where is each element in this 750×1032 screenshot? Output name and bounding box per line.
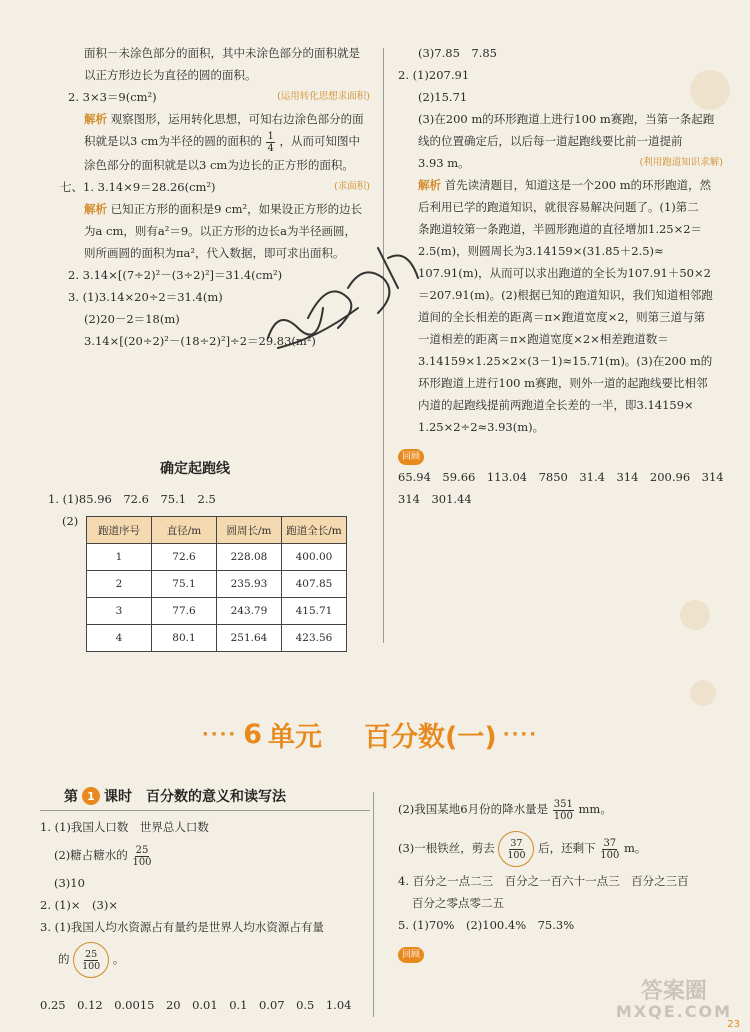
analysis-text: 观察图形，运用转化思想，可知右边涂色部分的面: [110, 112, 364, 126]
numerator: 25: [85, 948, 98, 960]
analysis-line: [40, 108, 370, 130]
answer-line: 1. (1)85.96 72.6 75.1 2.5: [48, 492, 216, 506]
analysis-text: ，从而可知图中: [279, 134, 361, 148]
answer-text: 2. 3×3＝9(cm²): [68, 90, 157, 104]
track-data-table: [86, 516, 347, 652]
column-divider: [373, 792, 374, 1017]
answer-line: 65.94 59.66 113.04 7850 31.4 314 200.96 314: [398, 470, 724, 484]
circled-fraction: [73, 942, 109, 978]
analysis-text: 积就是以3 cm为半径的圆的面积的: [84, 134, 262, 148]
table-cell: 423.56: [282, 625, 347, 652]
answer-text: (2)我国某地6月份的降水量是: [398, 802, 549, 816]
answer-line: 2. 3.14×[(7÷2)²－(3÷2)²]＝31.4(cm²): [68, 267, 283, 282]
analysis-text: 已知正方形的面积是9 cm²，如果设正方形的边长: [110, 201, 363, 216]
answer-line: [398, 152, 723, 174]
answer-text: 七、1. 3.14×9＝28.26(cm²): [60, 179, 216, 194]
analysis-line: 2.5(m)，则圆周长为3.14159×(31.85＋2.5)≈: [418, 244, 664, 258]
lesson-prefix: 第: [64, 789, 78, 805]
site-watermark: [615, 979, 732, 1022]
decor-circle: [680, 600, 710, 630]
answer-text: 3.93 m。: [418, 156, 470, 170]
answer-line: 1. (1)我国人口数 世界总人口数: [40, 820, 209, 834]
table-cell: 75.1: [152, 571, 217, 598]
review-badge-line: [398, 942, 728, 964]
table-header-cell: 圆周长/m: [217, 517, 282, 544]
analysis-text: 首先读清题目，知道这是一个200 m的环形跑道，然: [444, 178, 712, 192]
answer-line: (3)7.85 7.85: [418, 46, 498, 60]
analysis-line: [398, 174, 723, 196]
table-cell: 2: [87, 571, 152, 598]
analysis-line: [40, 198, 370, 220]
analysis-line: 一道相差的距离＝π×跑道宽度×2×相差跑道数＝: [418, 332, 669, 346]
answer-line: [398, 826, 728, 870]
analysis-line: [40, 130, 370, 154]
unit-banner: [160, 712, 580, 756]
answer-line: [40, 938, 370, 980]
table-cell: 400.00: [282, 544, 347, 571]
numerator: 25: [135, 844, 149, 856]
left-bottom-column: [40, 816, 370, 980]
analysis-label: 解析: [84, 201, 107, 216]
analysis-line: ＝207.91(m)。(2)根据已知的跑道知识，我们知道相邻跑: [418, 288, 713, 302]
answer-line: (2)20－2＝18(m): [84, 311, 180, 326]
analysis-line: 条跑道较第一条跑道，半圆形跑道的直径增加1.25×2＝: [418, 222, 703, 236]
analysis-line: 内道的起跑线提前两跑道全长差的一半，即3.14159×: [418, 398, 694, 412]
answer-line: [398, 792, 728, 826]
answer-line: 2. (1)207.91: [398, 68, 470, 82]
answer-text: (3)一根铁丝，剪去: [398, 841, 495, 855]
table-cell: 80.1: [152, 625, 217, 652]
answer-line: 2. (1)× (3)×: [40, 898, 118, 912]
track-table: [86, 516, 347, 652]
answer-text: (2)糖占糖水的: [54, 848, 128, 862]
analysis-line: 3.14159×1.25×2×(3－1)≈15.71(m)。(3)在200 m的: [418, 354, 713, 368]
fraction: [266, 131, 274, 154]
unit-label: 单元: [268, 721, 323, 753]
table-cell: 72.6: [152, 544, 217, 571]
denominator: 100: [553, 810, 573, 822]
numerator: 37: [603, 837, 617, 849]
answer-text: m。: [624, 841, 647, 855]
denominator: 100: [132, 856, 152, 868]
analysis-line: 后利用已学的跑道知识，就很容易解决问题了。(1)第二: [418, 200, 699, 214]
sub-question-label: (2): [62, 514, 79, 528]
answer-line: 3.14×[(20÷2)²－(18÷2)²]÷2＝29.83(m²): [84, 333, 316, 348]
unit-name: 百分数(一): [364, 721, 497, 753]
numerator: 1: [267, 130, 274, 142]
answer-line: 4. 百分之一点二三 百分之一百六十一点三 百分之三百: [398, 874, 689, 888]
text-line: 以正方形边长为直径的圆的面积。: [84, 68, 257, 82]
table-cell: 415.71: [282, 598, 347, 625]
answer-text: 。: [112, 952, 125, 966]
answer-line: [40, 838, 370, 872]
table-cell: 235.93: [217, 571, 282, 598]
fraction: [507, 838, 525, 861]
watermark-text: 答案圈: [640, 979, 707, 1004]
table-row: [87, 625, 347, 652]
answer-line: 百分之零点零二五: [412, 896, 504, 910]
right-top-column: [398, 42, 723, 510]
analysis-label: 解析: [418, 178, 441, 192]
method-tag: (运用转化思想求面积): [277, 91, 370, 102]
analysis-line: 道间的全长相差的距离＝π×跑道宽度×2，则第三道与第: [418, 310, 706, 324]
right-bottom-column: [398, 792, 728, 964]
method-tag: (利用跑道知识求解): [639, 157, 723, 168]
review-badge-line: [398, 444, 723, 466]
answer-line: (2)15.71: [418, 90, 468, 104]
fraction: [553, 799, 574, 822]
table-row: [87, 571, 347, 598]
fraction: [600, 838, 619, 861]
page-number: 23: [727, 1019, 740, 1030]
section-title: 确定起跑线: [160, 461, 230, 477]
table-header-cell: 跑道序号: [87, 517, 152, 544]
table-header-row: [87, 517, 347, 544]
answer-line: 3. (1)我国人均水资源占有量约是世界人均水资源占有量: [40, 920, 324, 934]
analysis-line: 环形跑道上进行100 m赛跑，则外一道的起跑线要比相邻: [418, 376, 708, 390]
numerator: 37: [510, 837, 523, 849]
answer-text: 后，还剩下: [538, 841, 596, 855]
table-row: [87, 598, 347, 625]
review-badge: 回顾: [398, 449, 424, 465]
table-cell: 3: [87, 598, 152, 625]
answer-line: 5. (1)70% (2)100.4% 75.3%: [398, 918, 575, 932]
lesson-divider: [40, 810, 370, 811]
answer-line: 0.25 0.12 0.0015 20 0.01 0.1 0.07 0.5 1.04: [40, 998, 352, 1012]
banner-dots: ····: [502, 723, 539, 745]
watermark-url: MXQE.COM: [615, 1002, 732, 1021]
table-cell: 407.85: [282, 571, 347, 598]
fraction: [132, 845, 151, 868]
analysis-line: 107.91(m)，从而可以求出跑道的全长为107.91＋50×2: [418, 266, 711, 280]
analysis-line: 则所画圆的面积为πa²，代入数据，即可求出面积。: [84, 245, 345, 260]
table-cell: 1: [87, 544, 152, 571]
answer-text: 的: [58, 952, 70, 966]
answer-line: 线的位置确定后，以后每一道起跑线要比前一道提前: [418, 134, 683, 148]
answer-line: (3)在200 m的环形跑道上进行100 m赛跑，当第一条起跑: [418, 112, 715, 126]
answer-text: mm。: [578, 802, 612, 816]
lesson-number: 1: [82, 787, 100, 805]
numerator: 351: [553, 798, 573, 810]
answer-line: 314 301.44: [398, 492, 472, 506]
table-cell: 77.6: [152, 598, 217, 625]
analysis-line: 涂色部分的面积就是以3 cm为边长的正方形的面积。: [84, 157, 354, 172]
fraction: [82, 949, 100, 972]
banner-dots: ····: [201, 723, 238, 745]
denominator: 100: [82, 960, 101, 972]
answer-line: 3. (1)3.14×20÷2＝31.4(m): [68, 289, 223, 304]
analysis-line: 为a cm，则有a²＝9。以正方形的边长a为半径画圆，: [84, 223, 356, 238]
answer-line: [40, 176, 370, 198]
denominator: 100: [600, 849, 620, 861]
circled-fraction: [498, 831, 534, 867]
analysis-label: 解析: [84, 112, 107, 126]
unit-number: 6: [243, 718, 263, 750]
denominator: 4: [267, 142, 274, 154]
table-cell: 251.64: [217, 625, 282, 652]
section-answers: [40, 488, 370, 510]
decor-circle: [690, 680, 716, 706]
text-line: 面积－未涂色部分的面积，其中未涂色部分的面积就是: [84, 46, 360, 60]
answer-line: (3)10: [54, 876, 85, 890]
lesson-title: 课时 百分数的意义和读写法: [104, 789, 286, 805]
table-header-cell: 跑道全长/m: [282, 517, 347, 544]
denominator: 100: [507, 849, 526, 861]
lesson-heading: [64, 786, 286, 806]
table-header-cell: 直径/m: [152, 517, 217, 544]
answer-line: [40, 86, 370, 108]
review-badge: 回顾: [398, 947, 424, 963]
table-row: [87, 544, 347, 571]
table-cell: 4: [87, 625, 152, 652]
method-tag: (求面积): [334, 180, 370, 192]
table-cell: 243.79: [217, 598, 282, 625]
analysis-line: 1.25×2÷2≈3.93(m)。: [418, 420, 545, 434]
table-cell: 228.08: [217, 544, 282, 571]
